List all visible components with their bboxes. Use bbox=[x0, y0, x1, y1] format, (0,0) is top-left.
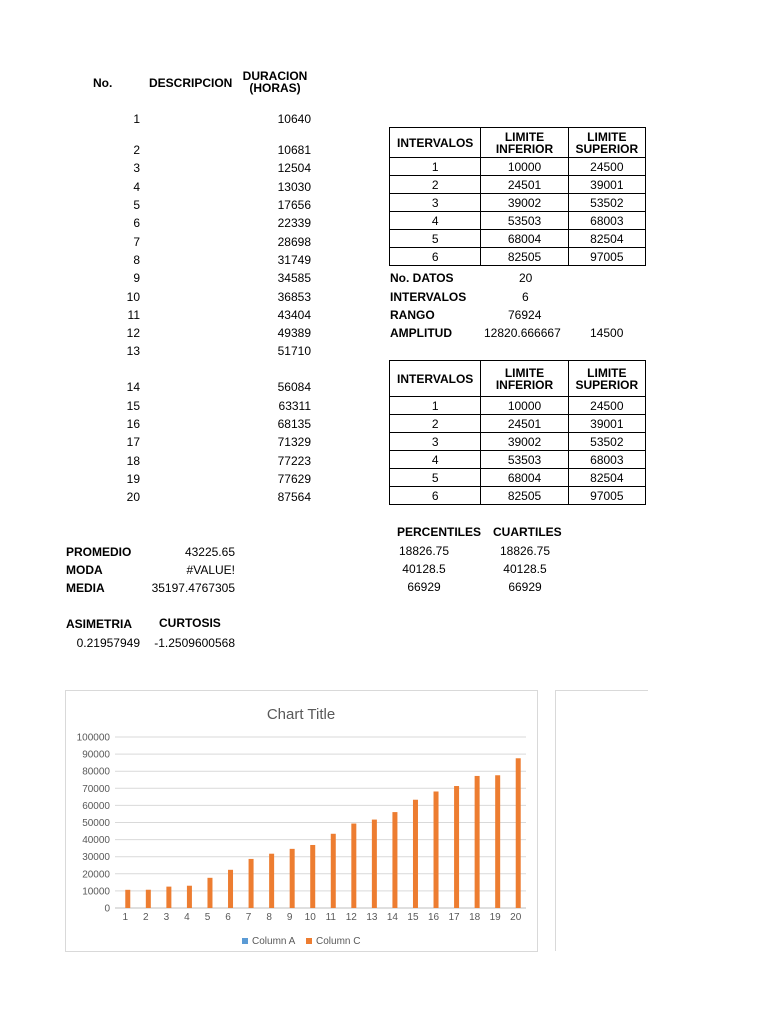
row-duracion: 68135 bbox=[277, 417, 311, 431]
t2-cell-limite-inferior: 68004 bbox=[481, 469, 568, 487]
bar-column-c bbox=[351, 824, 356, 908]
intervals-table-2 bbox=[389, 360, 646, 505]
bar-column-c bbox=[249, 859, 254, 908]
row-duracion: 12504 bbox=[277, 161, 311, 175]
y-tick-label: 50000 bbox=[82, 818, 110, 829]
x-tick-label: 20 bbox=[510, 912, 522, 923]
t1-cell-intervalo: 3 bbox=[390, 194, 481, 212]
t2-cell-limite-superior: 53502 bbox=[568, 433, 645, 451]
t2-cell-limite-inferior: 24501 bbox=[481, 415, 568, 433]
bar-column-c bbox=[434, 791, 439, 908]
rango-value: 76924 bbox=[508, 308, 542, 322]
t2-row bbox=[390, 433, 646, 451]
bar-column-c bbox=[269, 854, 274, 908]
t2-cell-intervalo: 6 bbox=[390, 487, 481, 505]
t1-cell-limite-inferior: 82505 bbox=[481, 248, 568, 266]
asimetria-label: ASIMETRIA bbox=[66, 617, 132, 631]
t1-header-intervalos: INTERVALOS bbox=[390, 128, 481, 158]
x-tick-label: 13 bbox=[366, 912, 378, 923]
row-duracion: 31749 bbox=[277, 253, 311, 267]
row-number: 8 bbox=[133, 253, 140, 267]
t2-cell-limite-superior: 68003 bbox=[568, 451, 645, 469]
bar-column-c bbox=[413, 800, 418, 908]
x-tick-label: 10 bbox=[304, 912, 316, 923]
t1-cell-limite-superior: 24500 bbox=[568, 158, 645, 176]
t1-row bbox=[390, 230, 646, 248]
percentiles-label: PERCENTILES bbox=[397, 525, 482, 539]
row-number: 14 bbox=[126, 380, 140, 394]
legend-label: Column C bbox=[316, 936, 361, 946]
x-tick-label: 18 bbox=[469, 912, 481, 923]
row-duracion: 22339 bbox=[277, 216, 311, 230]
row-duracion: 43404 bbox=[277, 308, 311, 322]
t1-cell-intervalo: 5 bbox=[390, 230, 481, 248]
percentile-value: 40128.5 bbox=[402, 562, 446, 576]
media-label: MEDIA bbox=[66, 581, 105, 595]
row-number: 12 bbox=[126, 326, 140, 340]
row-duracion: 51710 bbox=[277, 344, 311, 358]
t1-header-limite-inferior: LIMITE INFERIOR bbox=[481, 128, 568, 158]
t2-row bbox=[390, 487, 646, 505]
t2-cell-limite-inferior: 39002 bbox=[481, 433, 568, 451]
t2-cell-limite-superior: 82504 bbox=[568, 469, 645, 487]
t1-header-limite-superior: LIMITE SUPERIOR bbox=[568, 128, 645, 158]
x-tick-label: 6 bbox=[225, 912, 231, 923]
intervalos-value: 6 bbox=[522, 290, 529, 304]
row-duracion: 34585 bbox=[277, 271, 311, 285]
row-number: 17 bbox=[126, 435, 140, 449]
row-duracion: 71329 bbox=[277, 435, 311, 449]
t1-cell-limite-superior: 97005 bbox=[568, 248, 645, 266]
no-datos-value: 20 bbox=[519, 271, 533, 285]
moda-label: MODA bbox=[66, 563, 103, 577]
bar-column-c bbox=[207, 878, 212, 908]
row-number: 11 bbox=[127, 308, 140, 322]
t2-header-limite-inferior: LIMITE INFERIOR bbox=[481, 361, 568, 397]
t2-cell-limite-superior: 24500 bbox=[568, 397, 645, 415]
t2-cell-intervalo: 2 bbox=[390, 415, 481, 433]
cuartil-value: 66929 bbox=[508, 580, 542, 594]
x-tick-label: 8 bbox=[266, 912, 272, 923]
t1-cell-intervalo: 6 bbox=[390, 248, 481, 266]
t2-cell-intervalo: 5 bbox=[390, 469, 481, 487]
row-duracion: 10640 bbox=[277, 112, 311, 126]
legend-swatch bbox=[242, 938, 248, 944]
header-duracion bbox=[238, 70, 312, 94]
bar-column-c bbox=[392, 812, 397, 908]
x-tick-label: 5 bbox=[204, 912, 211, 923]
t2-row bbox=[390, 397, 646, 415]
t1-cell-limite-superior: 39001 bbox=[568, 176, 645, 194]
media-value: 35197.4767305 bbox=[151, 581, 235, 595]
moda-value: #VALUE! bbox=[186, 563, 235, 577]
t2-cell-intervalo: 1 bbox=[390, 397, 481, 415]
bar-column-c bbox=[125, 890, 130, 908]
row-number: 19 bbox=[126, 472, 140, 486]
row-number: 2 bbox=[133, 143, 140, 157]
header-descripcion: DESCRIPCION bbox=[149, 76, 233, 90]
t2-header-limite-superior: LIMITE SUPERIOR bbox=[568, 361, 645, 397]
t1-cell-limite-inferior: 10000 bbox=[481, 158, 568, 176]
bar-column-c bbox=[372, 820, 377, 908]
x-tick-label: 4 bbox=[184, 912, 190, 923]
row-number: 18 bbox=[126, 454, 140, 468]
t1-cell-intervalo: 2 bbox=[390, 176, 481, 194]
y-tick-label: 80000 bbox=[82, 766, 110, 778]
rango-label: RANGO bbox=[390, 308, 435, 322]
asimetria-value: 0.21957949 bbox=[76, 636, 140, 650]
bar-column-c bbox=[290, 849, 295, 908]
x-tick-label: 11 bbox=[325, 912, 336, 923]
x-tick-label: 12 bbox=[345, 912, 357, 923]
x-tick-label: 2 bbox=[143, 912, 149, 923]
x-tick-label: 14 bbox=[386, 912, 398, 923]
row-duracion: 36853 bbox=[277, 290, 311, 304]
t1-cell-limite-inferior: 53503 bbox=[481, 212, 568, 230]
row-duracion: 63311 bbox=[278, 399, 311, 413]
t1-row bbox=[390, 194, 646, 212]
row-number: 9 bbox=[133, 271, 140, 285]
row-number: 13 bbox=[126, 344, 140, 358]
bar-column-c bbox=[187, 886, 192, 908]
row-number: 3 bbox=[133, 161, 140, 175]
y-tick-label: 20000 bbox=[82, 869, 110, 881]
y-tick-label: 100000 bbox=[76, 732, 110, 744]
row-number: 10 bbox=[126, 290, 140, 304]
row-number: 15 bbox=[126, 399, 140, 413]
bar-column-c bbox=[166, 887, 171, 908]
bar-column-c bbox=[516, 758, 521, 908]
bar-column-c bbox=[310, 845, 315, 908]
amplitud-label: AMPLITUD bbox=[390, 326, 452, 340]
t1-cell-limite-inferior: 39002 bbox=[481, 194, 568, 212]
t2-row bbox=[390, 451, 646, 469]
intervalos-label: INTERVALOS bbox=[390, 290, 467, 304]
row-number: 16 bbox=[126, 417, 140, 431]
amplitud-rounded-value: 14500 bbox=[590, 326, 624, 340]
t2-cell-intervalo: 3 bbox=[390, 433, 481, 451]
row-number: 4 bbox=[133, 180, 140, 194]
row-duracion: 77223 bbox=[277, 454, 311, 468]
t2-header-intervalos: INTERVALOS bbox=[390, 361, 481, 397]
t1-cell-intervalo: 1 bbox=[390, 158, 481, 176]
t1-row bbox=[390, 248, 646, 266]
row-number: 6 bbox=[133, 216, 140, 230]
cuartil-value: 40128.5 bbox=[503, 562, 547, 576]
row-duracion: 87564 bbox=[277, 490, 311, 504]
intervals-table-1 bbox=[389, 127, 646, 266]
x-tick-label: 16 bbox=[427, 912, 440, 923]
cuartil-value: 18826.75 bbox=[499, 544, 551, 558]
t2-cell-limite-inferior: 10000 bbox=[481, 397, 568, 415]
row-duracion: 77629 bbox=[277, 472, 311, 486]
bar-column-c bbox=[146, 890, 151, 908]
t1-cell-limite-superior: 68003 bbox=[568, 212, 645, 230]
t2-row bbox=[390, 415, 646, 433]
no-datos-label: No. DATOS bbox=[390, 271, 454, 285]
y-tick-label: 90000 bbox=[82, 749, 110, 761]
x-tick-label: 17 bbox=[448, 912, 460, 923]
row-duracion: 10681 bbox=[277, 143, 311, 157]
row-duracion: 13030 bbox=[277, 180, 311, 194]
x-tick-label: 15 bbox=[407, 912, 419, 923]
x-tick-label: 7 bbox=[245, 912, 252, 923]
row-duracion: 17656 bbox=[277, 198, 311, 212]
row-duracion: 49389 bbox=[277, 326, 311, 340]
t1-row bbox=[390, 176, 646, 194]
t2-cell-intervalo: 4 bbox=[390, 451, 481, 469]
row-number: 1 bbox=[133, 112, 140, 126]
header-no: No. bbox=[93, 76, 113, 90]
legend-label: Column A bbox=[252, 936, 296, 946]
bar-column-c bbox=[495, 775, 500, 908]
x-tick-label: 9 bbox=[286, 912, 293, 923]
chart-area[interactable] bbox=[65, 690, 538, 952]
y-tick-label: 30000 bbox=[82, 852, 110, 864]
t2-row bbox=[390, 469, 646, 487]
curtosis-value: -1.2509600568 bbox=[154, 636, 235, 650]
y-tick-label: 70000 bbox=[82, 783, 110, 795]
curtosis-label: CURTOSIS bbox=[159, 616, 221, 630]
y-tick-label: 40000 bbox=[82, 835, 110, 847]
t2-cell-limite-superior: 39001 bbox=[568, 415, 645, 433]
second-chart-area[interactable] bbox=[555, 690, 648, 951]
t1-row bbox=[390, 158, 646, 176]
amplitud-value: 12820.666667 bbox=[484, 326, 561, 340]
row-number: 5 bbox=[133, 198, 140, 212]
row-number: 7 bbox=[133, 235, 140, 249]
t2-cell-limite-superior: 97005 bbox=[568, 487, 645, 505]
x-tick-label: 19 bbox=[489, 912, 501, 923]
bar-column-c bbox=[454, 786, 459, 908]
t1-cell-limite-superior: 53502 bbox=[568, 194, 645, 212]
t1-cell-limite-inferior: 68004 bbox=[481, 230, 568, 248]
bar-column-c bbox=[228, 870, 233, 908]
percentile-value: 18826.75 bbox=[398, 544, 450, 558]
y-tick-label: 60000 bbox=[82, 800, 110, 812]
t1-cell-limite-superior: 82504 bbox=[568, 230, 645, 248]
row-duracion: 56084 bbox=[277, 380, 311, 394]
x-tick-label: 3 bbox=[163, 912, 170, 923]
header-duracion-line2: (HORAS) bbox=[249, 81, 301, 95]
header-duracion-line1: DURACION bbox=[242, 69, 308, 83]
t1-row bbox=[390, 212, 646, 230]
row-number: 20 bbox=[126, 490, 140, 504]
t2-cell-limite-inferior: 82505 bbox=[481, 487, 568, 505]
percentile-value: 66929 bbox=[407, 580, 441, 594]
chart-title: Chart Title bbox=[266, 706, 336, 723]
bar-column-c bbox=[475, 776, 480, 908]
row-duracion: 28698 bbox=[277, 235, 311, 249]
t1-cell-intervalo: 4 bbox=[390, 212, 481, 230]
x-tick-label: 1 bbox=[122, 912, 129, 923]
bar-chart bbox=[66, 691, 537, 946]
t2-cell-limite-inferior: 53503 bbox=[481, 451, 568, 469]
bar-column-c bbox=[331, 834, 336, 908]
y-tick-label: 10000 bbox=[82, 886, 110, 898]
cuartiles-label: CUARTILES bbox=[493, 525, 562, 539]
promedio-value: 43225.65 bbox=[184, 545, 235, 559]
y-tick-label: 0 bbox=[104, 903, 110, 915]
promedio-label: PROMEDIO bbox=[66, 545, 132, 559]
t1-cell-limite-inferior: 24501 bbox=[481, 176, 568, 194]
legend-swatch bbox=[306, 938, 312, 944]
